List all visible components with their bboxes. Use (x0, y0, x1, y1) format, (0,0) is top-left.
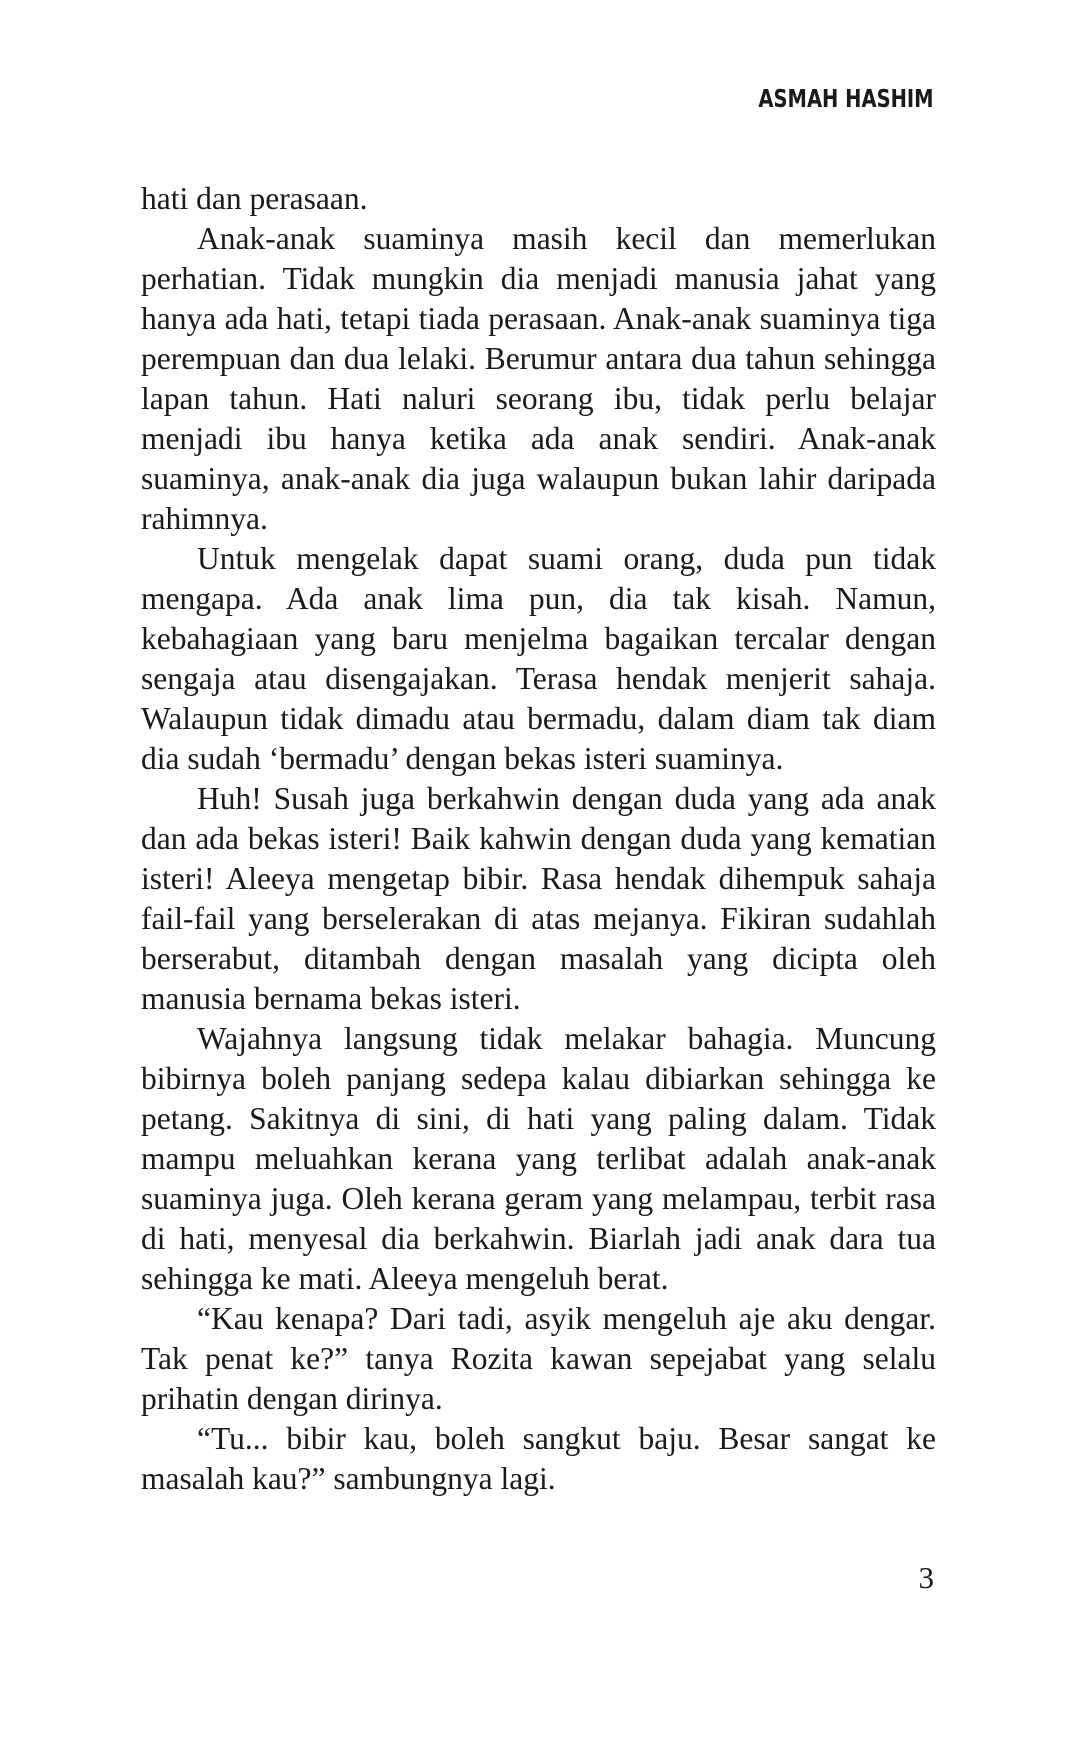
paragraph: Untuk mengelak dapat suami orang, duda pun tidak mengapa. Ada anak lima pun, dia tak kisah. Namun, kebahagiaan yang baru menjelma bagaikan tercalar dengan sengaja atau disengajakan. Terasa hendak menjerit sahaja. Walaupun tidak dimadu atau bermadu, dalam diam tak diam dia sudah ‘bermadu’ dengan bekas isteri suaminya. (141, 541, 936, 776)
paragraph: Huh! Susah juga berkahwin dengan duda yang ada anak dan ada bekas isteri! Baik kahwin dengan duda yang kematian isteri! Aleeya mengetap bibir. Rasa hendak dihempuk sahaja fail-fail yang berselerakan di atas mejanya. Fikiran sudahlah berserabut, ditambah dengan masalah yang dicipta oleh manusia bernama bekas isteri. (141, 781, 936, 1016)
running-header-author: ASMAH HASHIM (758, 84, 934, 113)
paragraph: “Kau kenapa? Dari tadi, asyik mengeluh aje aku dengar. Tak penat ke?” tanya Rozita kawan sepejabat yang selalu prihatin dengan dirinya. (141, 1301, 936, 1416)
page-number: 3 (918, 1560, 934, 1595)
paragraph: hati dan perasaan. (141, 181, 368, 216)
paragraph: Wajahnya langsung tidak melakar bahagia. Muncung bibirnya boleh panjang sedepa kalau dibiarkan sehingga ke petang. Sakitnya di sini, di hati yang paling dalam. Tidak mampu meluahkan kerana yang terlibat adalah anak-anak suaminya juga. Oleh kerana geram yang melampau, terbit rasa di hati, menyesal dia berkahwin. Biarlah jadi anak dara tua sehingga ke mati. Aleeya mengeluh berat. (141, 1021, 936, 1296)
paragraph: “Tu... bibir kau, boleh sangkut baju. Besar sangat ke masalah kau?” sambungnya lagi. (141, 1421, 936, 1496)
paragraph: Anak-anak suaminya masih kecil dan memerlukan perhatian. Tidak mungkin dia menjadi manusia jahat yang hanya ada hati, tetapi tiada perasaan. Anak-anak suaminya tiga perempuan dan dua lelaki. Berumur antara dua tahun sehingga lapan tahun. Hati naluri seorang ibu, tidak perlu belajar menjadi ibu hanya ketika ada anak sendiri. Anak-anak suaminya, anak-anak dia juga walaupun bukan lahir daripada rahimnya. (141, 221, 936, 536)
body-text (141, 179, 936, 1499)
